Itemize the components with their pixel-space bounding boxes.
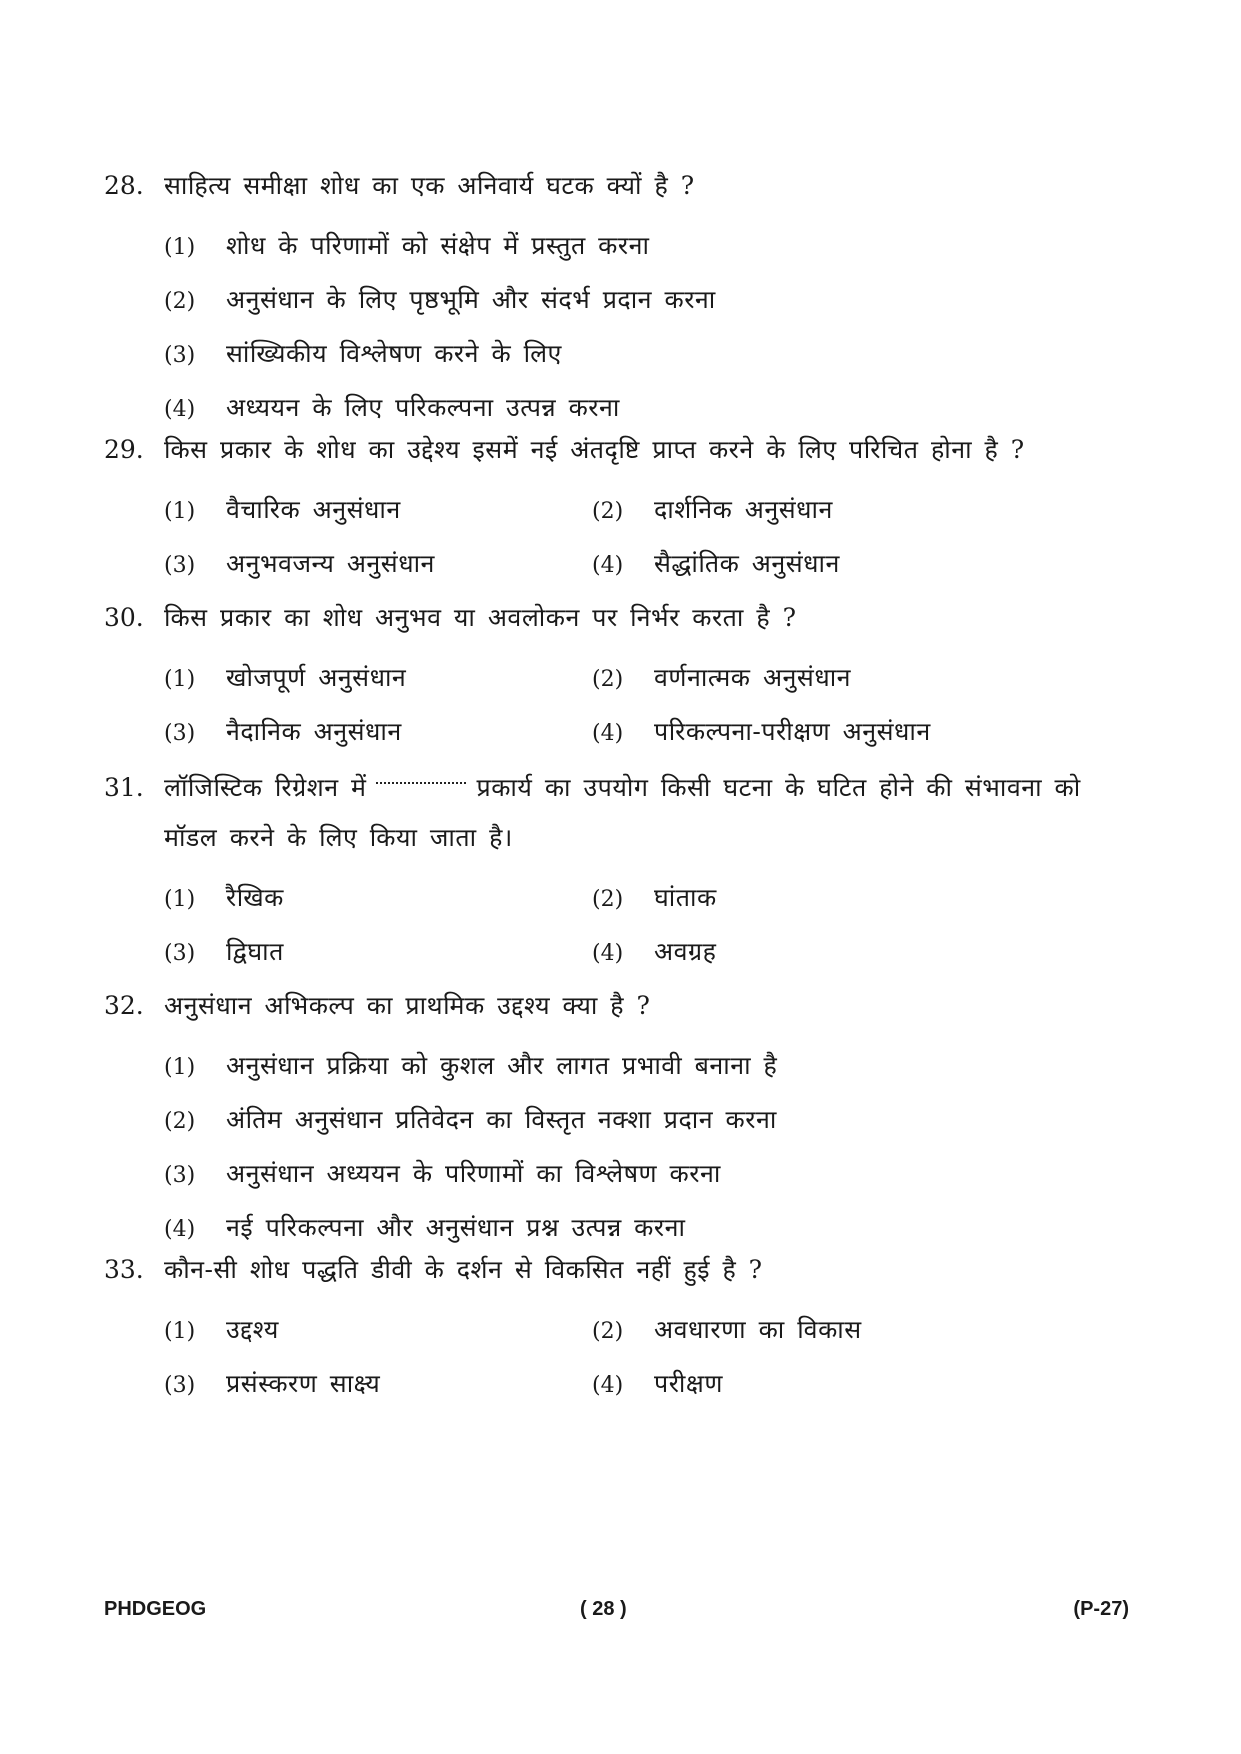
question-text-before-blank: लॉजिस्टिक रिग्रेशन में	[164, 773, 367, 802]
question-text: साहित्य समीक्षा शोध का एक अनिवार्य घटक क्यों है ?	[164, 171, 695, 200]
options-list	[164, 650, 1144, 758]
options-list	[164, 1038, 1144, 1254]
option-text: अंतिम अनुसंधान प्रतिवेदन का विस्तृत नक्शा प्रदान करना	[226, 1105, 777, 1134]
option-number: (3)	[164, 1163, 196, 1188]
question-text: कौन-सी शोध पद्धति डीवी के दर्शन से विकसित नहीं हुई है ?	[164, 1255, 763, 1284]
option	[592, 1312, 1020, 1346]
option-text: अध्ययन के लिए परिकल्पना उत्पन्न करना	[226, 393, 620, 422]
option-number: (4)	[592, 941, 624, 966]
option-number: (3)	[164, 343, 196, 368]
option-number: (3)	[164, 941, 196, 966]
option-number: (4)	[592, 1373, 624, 1398]
option	[592, 934, 1020, 968]
question-text-continuation: मॉडल करने के लिए किया जाता है।	[164, 823, 513, 852]
option-number: (3)	[164, 1373, 196, 1398]
question-text	[164, 770, 1144, 806]
option-number: (4)	[592, 721, 624, 746]
option	[164, 390, 1124, 424]
question-number: 30.	[104, 603, 144, 632]
option-number: (2)	[592, 1319, 624, 1344]
option-number: (2)	[592, 667, 624, 692]
footer-exam-code: PHDGEOG	[104, 1598, 207, 1620]
option	[164, 880, 592, 914]
option-text: उद्दश्य	[226, 1315, 279, 1344]
option	[164, 282, 1124, 316]
option-number: (2)	[592, 887, 624, 912]
question-33	[104, 1252, 1144, 1410]
option-text: परिकल्पना-परीक्षण अनुसंधान	[654, 717, 931, 746]
option	[592, 660, 1020, 694]
option-number: (3)	[164, 553, 196, 578]
option	[164, 1210, 1124, 1244]
question-28	[104, 168, 1144, 434]
option-text: प्रसंस्करण साक्ष्य	[226, 1369, 381, 1398]
option	[592, 714, 1020, 748]
option-text: अनुसंधान के लिए पृष्ठभूमि और संदर्भ प्रदान करना	[226, 285, 716, 314]
question-number: 32.	[104, 991, 144, 1020]
option-text: अनुभवजन्य अनुसंधान	[226, 549, 435, 578]
question-text-after-blank: प्रकार्य का उपयोग किसी घटना के घटित होने की संभावना को	[476, 773, 1081, 802]
option-number: (4)	[164, 397, 196, 422]
option-text: सांख्यिकीय विश्लेषण करने के लिए	[226, 339, 562, 368]
option-number: (2)	[164, 289, 196, 314]
option-text: अवग्रह	[654, 937, 717, 966]
option	[164, 1156, 1124, 1190]
option-text: खोजपूर्ण अनुसंधान	[226, 663, 407, 692]
option-number: (2)	[592, 499, 624, 524]
footer-paper-code: (P-27)	[1073, 1598, 1129, 1620]
option-text: वैचारिक अनुसंधान	[226, 495, 401, 524]
question-text: किस प्रकार का शोध अनुभव या अवलोकन पर निर्भर करता है ?	[164, 603, 797, 632]
option	[164, 546, 592, 580]
question-number: 29.	[104, 435, 144, 464]
options-list	[164, 218, 1144, 434]
option	[164, 1048, 1124, 1082]
options-list	[164, 1302, 1144, 1410]
option-text: सैद्धांतिक अनुसंधान	[654, 549, 840, 578]
option-number: (1)	[164, 1055, 196, 1080]
option	[164, 1102, 1124, 1136]
option-number: (1)	[164, 499, 196, 524]
option-text: वर्णनात्मक अनुसंधान	[654, 663, 852, 692]
option	[164, 336, 1124, 370]
question-30	[104, 600, 1144, 758]
option	[164, 934, 592, 968]
option-number: (1)	[164, 1319, 196, 1344]
option	[592, 880, 1020, 914]
option	[164, 1366, 592, 1400]
option-text: रैखिक	[226, 883, 284, 912]
question-text: अनुसंधान अभिकल्प का प्राथमिक उद्दश्य क्या है ?	[164, 991, 651, 1020]
option-text: परीक्षण	[654, 1369, 723, 1398]
option-number: (1)	[164, 667, 196, 692]
options-list	[164, 482, 1144, 590]
option-text: नई परिकल्पना और अनुसंधान प्रश्न उत्पन्न करना	[226, 1213, 686, 1242]
option-number: (1)	[164, 235, 196, 260]
option	[164, 1312, 592, 1346]
option-text: द्विघात	[226, 937, 284, 966]
option-number: (2)	[164, 1109, 196, 1134]
fill-in-blank	[376, 772, 466, 784]
option-text: अवधारणा का विकास	[654, 1315, 862, 1344]
question-29	[104, 432, 1144, 590]
option-text: अनुसंधान अध्ययन के परिणामों का विश्लेषण करना	[226, 1159, 721, 1188]
option	[164, 228, 1124, 262]
question-32	[104, 988, 1144, 1254]
option-number: (3)	[164, 721, 196, 746]
option-number: (4)	[164, 1217, 196, 1242]
option-number: (4)	[592, 553, 624, 578]
question-number: 28.	[104, 171, 144, 200]
option-text: शोध के परिणामों को संक्षेप में प्रस्तुत करना	[226, 231, 650, 260]
option	[164, 492, 592, 526]
question-number: 33.	[104, 1255, 144, 1284]
options-list	[164, 870, 1144, 978]
footer-page-number: ( 28 )	[580, 1598, 627, 1620]
question-text: किस प्रकार के शोध का उद्देश्य इसमें नई अंतदृष्टि प्राप्त करने के लिए परिचित होना है ?	[164, 435, 1025, 464]
option	[592, 492, 1020, 526]
question-number: 31.	[104, 773, 144, 802]
option-text: नैदानिक अनुसंधान	[226, 717, 402, 746]
question-31	[104, 770, 1144, 978]
option	[164, 714, 592, 748]
option	[164, 660, 592, 694]
option-text: अनुसंधान प्रक्रिया को कुशल और लागत प्रभावी बनाना है	[226, 1051, 778, 1080]
option-number: (1)	[164, 887, 196, 912]
option-text: घांताक	[654, 883, 717, 912]
option	[592, 546, 1020, 580]
option	[592, 1366, 1020, 1400]
option-text: दार्शनिक अनुसंधान	[654, 495, 833, 524]
